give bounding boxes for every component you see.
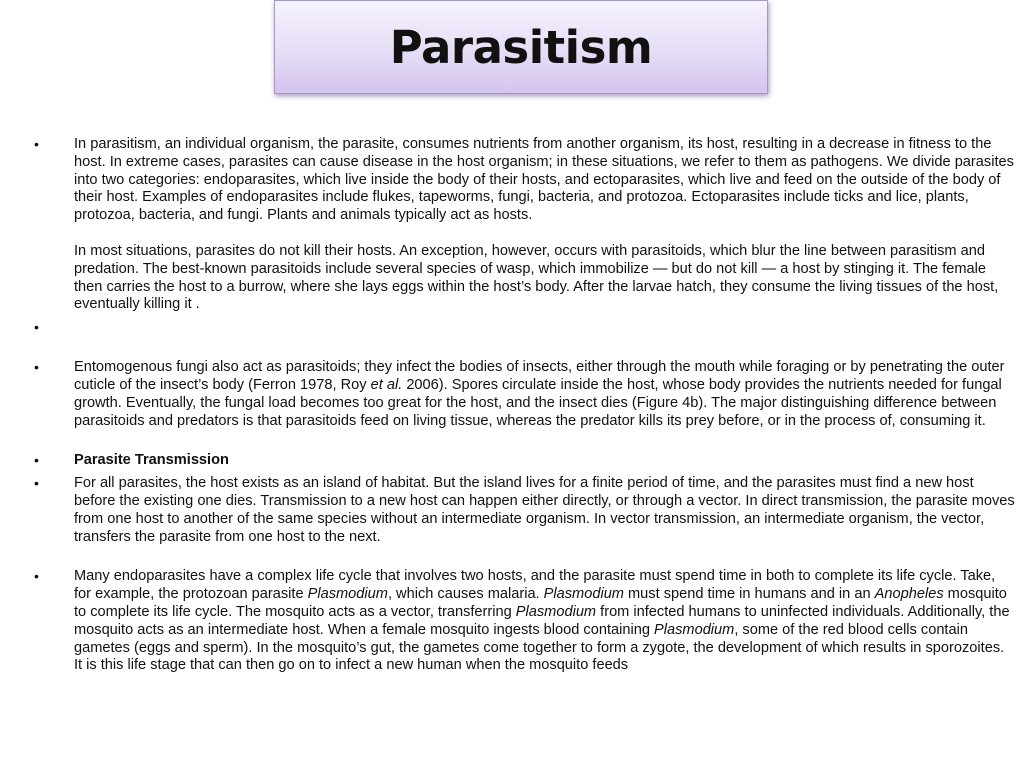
bullet-entomogenous-fungi xyxy=(30,359,1016,430)
heading-parasite-transmission: Parasite Transmission xyxy=(74,452,229,469)
bullet-dot: • xyxy=(34,136,39,152)
bullet-transmission-heading xyxy=(30,452,1016,470)
slide-title: Parasitism xyxy=(389,20,653,74)
bullet-dot: • xyxy=(34,568,39,585)
bullet-host-island xyxy=(30,475,1016,546)
paragraph-fungi: Entomogenous fungi also act as parasitoids; they infect the bodies of insects, either through the mouth while foraging or by penetrating the outer cuticle of the insect’s body (Ferron 1978, Roy et al. 2006). Spores circulate inside the host, whose body provides the nutrients needed for fungal growth. Eventually, the fungal load becomes too great for the host, and the insect dies (Figure 4b). The major distinguishing difference between parasitoids and predators is that parasitoids feed on living tissue, whereas the predator kills its prey before, or in the process of, consuming it. xyxy=(74,359,1005,429)
bullet-empty xyxy=(30,319,1016,337)
bullet-dot: • xyxy=(34,475,39,492)
paragraph-definition: In parasitism, an individual organism, the parasite, consumes nutrients from another organism, its host, resulting in a decrease in fitness to the host. In extreme cases, parasites can cause disease in the host organism; in these situations, we refer to them as pathogens. We divide parasites into two categories: endoparasites, which live inside the body of their hosts, and ectoparasites, which live and feed on the outside of the body of their host. Examples of endoparasites include flukes, tapeworms, fungi, bacteria, and protozoa. Ectoparasites include ticks and lice, plants, protozoa, bacteria, and fungi. Plants and animals typically act as hosts. xyxy=(74,136,1014,224)
bullet-dot: • xyxy=(34,319,39,336)
bullet-parasitism-definition xyxy=(30,136,1016,314)
bullet-plasmodium xyxy=(30,568,1016,675)
bullet-dot: • xyxy=(34,359,39,376)
paragraph-transmission: For all parasites, the host exists as an island of habitat. But the island lives for a finite period of time, and the parasites must find a new host before the existing one dies. Transmission to a new host can happen either directly, or through a vector. In direct transmission, the parasite moves from one host to another of the same species without an intermediate organism. In vector transmission, an intermediate organism, the vector, transfers the parasite from one host to the next. xyxy=(74,475,1015,545)
bullet-dot: • xyxy=(34,452,39,469)
paragraph-parasitoids: In most situations, parasites do not kill their hosts. An exception, however, occurs with parasitoids, which blur the line between parasitism and predation. The best-known parasitoids include several species of wasp, which immobilize — but do not kill — a host by stinging it. The female then carries the host to a burrow, where she lays eggs within the host’s body. After the larvae hatch, they consume the living tissues of the host, eventually killing it . xyxy=(74,242,999,313)
title-box xyxy=(274,0,768,94)
slide-content xyxy=(30,136,1016,675)
paragraph-plasmodium: Many endoparasites have a complex life cycle that involves two hosts, and the parasite must spend time in both to complete its life cycle. Take, for example, the protozoan parasite Plasmodium, which causes malaria. Plasmodium must spend time in humans and in an Anopheles mosquito to complete its life cycle. The mosquito acts as a vector, transferring Plasmodium from infected humans to uninfected individuals. Additionally, the mosquito acts as an intermediate host. When a female mosquito ingests blood containing Plasmodium, some of the red blood cells contain gametes (eggs and sperm). In the mosquito’s gut, the gametes come together to form a zygote, the development of which results in sporozoites. It is this life stage that can then go on to infect a new human when the mosquito feeds xyxy=(74,568,1010,674)
